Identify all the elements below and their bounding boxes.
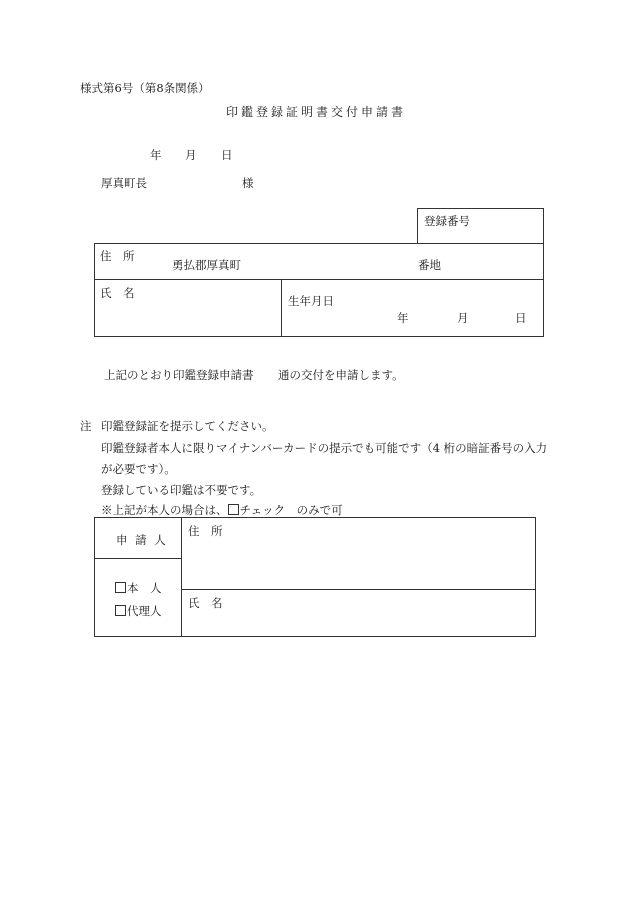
- notes-label: 注: [80, 419, 92, 433]
- check-box-icon: [228, 504, 239, 515]
- self-checkbox-icon[interactable]: [115, 582, 126, 593]
- proxy-option[interactable]: [115, 603, 162, 619]
- note-line-4: 登録している印鑑は不要です。: [101, 483, 262, 497]
- address-value: 勇払郡厚真町: [172, 258, 241, 272]
- applicant-address-field[interactable]: [183, 538, 533, 587]
- request-text-pre: 上記のとおり印鑑登録申請書: [104, 368, 254, 382]
- copies-field[interactable]: [255, 364, 277, 382]
- request-text-post: 通の交付を申請します。: [278, 368, 404, 382]
- note-line-5-post: のみで可: [296, 503, 343, 517]
- address-field[interactable]: [250, 252, 410, 274]
- banchi-label: 番地: [418, 258, 441, 272]
- note-line-5: [101, 502, 343, 518]
- applicant-address-label: 住 所: [188, 524, 223, 538]
- dob-label: 生年月日: [288, 294, 334, 308]
- note-line-5-pre: ※上記が本人の場合は、: [101, 503, 228, 517]
- dob-day-label: 日: [515, 311, 527, 325]
- date-year-label: 年: [150, 148, 162, 162]
- date-month-label: 月: [185, 148, 197, 162]
- registration-number-field[interactable]: [418, 228, 542, 243]
- applicant-name-field[interactable]: [183, 610, 533, 634]
- date-day-label: 日: [221, 148, 233, 162]
- registration-number-label: 登録番号: [424, 214, 470, 228]
- self-option[interactable]: [115, 580, 162, 596]
- address-label: 住 所: [100, 249, 135, 263]
- proxy-option-label: 代理人: [127, 604, 162, 618]
- name-label: 氏 名: [100, 286, 135, 300]
- self-option-label: 本 人: [127, 581, 162, 595]
- note-line-3: が必要です）。: [101, 462, 176, 476]
- form-number: 様式第6号（第8条関係）: [80, 81, 210, 95]
- addressee-name: 厚真町長: [101, 176, 147, 190]
- addressee-honorific: 様: [242, 176, 254, 190]
- name-field[interactable]: [96, 300, 279, 334]
- form-title: 印鑑登録証明書交付申請書: [226, 105, 407, 119]
- dob-year-label: 年: [397, 311, 409, 325]
- note-line-5-check: チェック: [239, 503, 286, 517]
- dob-field[interactable]: [290, 305, 390, 330]
- note-line-1: 印鑑登録証を提示してください。: [101, 419, 274, 433]
- date-year-field[interactable]: [90, 142, 145, 162]
- dob-month-label: 月: [457, 311, 469, 325]
- applicant-name-label: 氏 名: [188, 596, 223, 610]
- note-line-2: 印鑑登録者本人に限りマイナンバーカードの提示でも可能です（4 桁の暗証番号の入力: [101, 441, 548, 455]
- proxy-checkbox-icon[interactable]: [115, 605, 126, 616]
- applicant-label: 申 請 人: [116, 533, 168, 547]
